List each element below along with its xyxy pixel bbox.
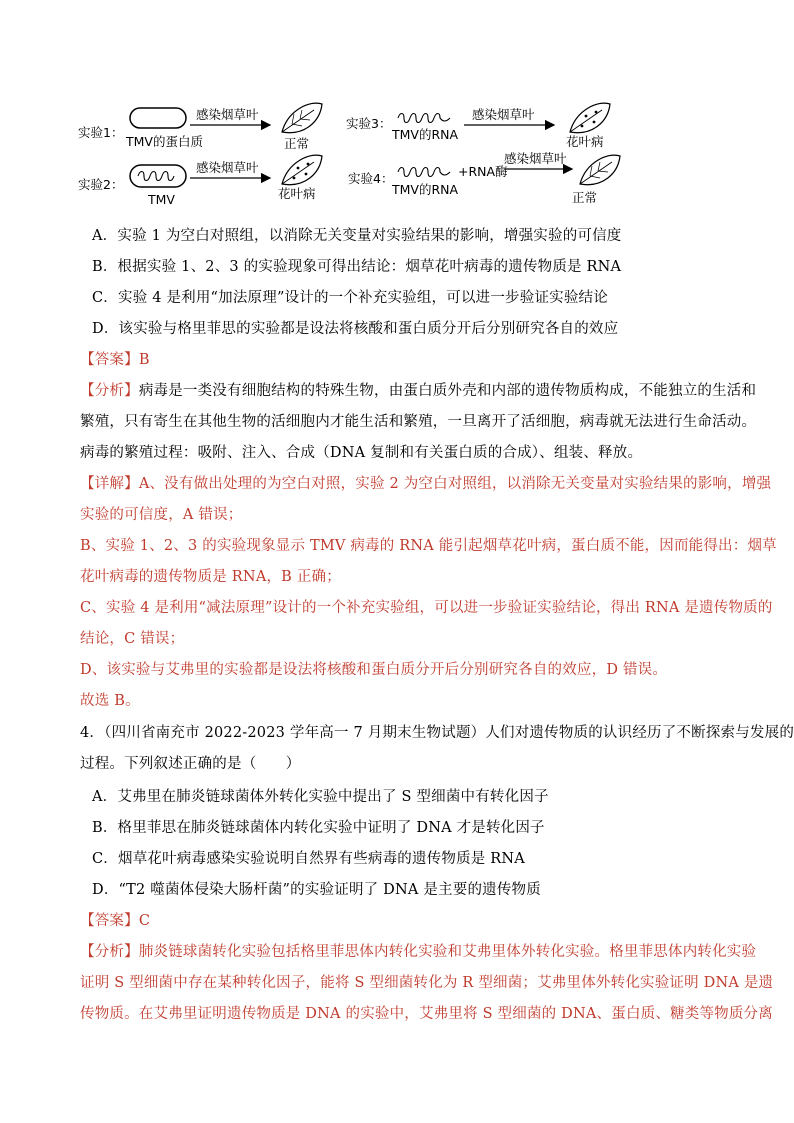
exp2-arrow-label: 感染烟草叶: [196, 160, 259, 175]
exp3-sub: TMV的RNA: [392, 127, 459, 142]
answer-tag: 【答案】: [80, 352, 139, 368]
answer-value: C: [138, 913, 151, 929]
exp4-sub: TMV的RNA: [392, 182, 459, 197]
q3-analysis-line: 病毒的繁殖过程：吸附、注入、合成（DNA 复制和有关蛋白质的合成）、组装、释放。: [80, 445, 643, 461]
detail-text: A、没有做出处理的为空白对照，实验 2 为空白对照组，以消除无关变量对实验结果的影响，增强: [138, 476, 772, 492]
q3-detail-line: 实验的可信度，A 错误；: [80, 507, 243, 523]
tmv-rna-coil-icon: [138, 172, 174, 181]
analysis-text: 病毒是一类没有细胞结构的特殊生物，由蛋白质外壳和内部的遗传物质构成，不能独立的生活和: [138, 383, 757, 399]
exp4-arrow-label: 感染烟草叶: [504, 151, 567, 166]
diseased-leaf-icon: [570, 103, 610, 133]
q4-answer: [80, 911, 150, 931]
exp3-arrow-label: 感染烟草叶: [472, 107, 535, 122]
q4-option-a: A．艾弗里在肺炎链球菌体外转化实验中提出了 S 型细菌中有转化因子: [92, 789, 549, 805]
exp1-arrow-label: 感染烟草叶: [196, 107, 259, 122]
analysis-tag: 【分析】: [80, 944, 139, 960]
experiment-figure: [78, 98, 638, 208]
analysis-tag: 【分析】: [80, 383, 139, 399]
exp2-sub: TMV: [148, 192, 175, 207]
q3-option-d: D．该实验与格里菲思的实验都是设法将核酸和蛋白质分开后分别研究各自的效应: [92, 321, 619, 337]
exp3-label: 实验3：: [346, 116, 392, 131]
tmv-rna-icon: [398, 168, 450, 177]
q3-option-b: B．根据实验 1、2、3 的实验现象可得出结论：烟草花叶病毒的遗传物质是 RNA: [92, 259, 622, 275]
healthy-leaf-icon: [282, 103, 322, 133]
q4-analysis-line: [80, 942, 756, 962]
exp4-result: 正常: [572, 190, 598, 205]
exp1-result: 正常: [284, 136, 310, 151]
q4-option-c: C．烟草花叶病毒感染实验说明自然界有些病毒的遗传物质是 RNA: [92, 851, 525, 867]
q3-answer: [80, 350, 150, 370]
q3-detail-line: [80, 474, 771, 494]
q3-option-c: C．实验 4 是利用“加法原理”设计的一个补充实验组，可以进一步验证实验结论: [92, 290, 608, 306]
q4-stem: 过程。下列叙述正确的是（ ）: [80, 756, 301, 772]
q4-option-b: B．格里菲思在肺炎链球菌体内转化实验中证明了 DNA 才是转化因子: [92, 820, 545, 836]
q3-detail-line: 结论，C 错误；: [80, 631, 185, 647]
exp1-sub: TMV的蛋白质: [126, 134, 203, 149]
healthy-leaf-icon: [580, 155, 620, 185]
detail-tag: 【详解】: [80, 476, 139, 492]
q3-detail-line: C、实验 4 是利用“减法原理”设计的一个补充实验组，可以进一步验证实验结论，得出 RNA 是遗传物质的: [80, 600, 773, 616]
q3-detail-line: D、该实验与艾弗里的实验都是设法将核酸和蛋白质分开后分别研究各自的效应，D 错误。: [80, 662, 668, 678]
tmv-protein-shell-icon: [130, 108, 186, 128]
q3-analysis-line: [80, 381, 756, 401]
q4-analysis-line: 传物质。在艾弗里证明遗传物质是 DNA 的实验中，艾弗里将 S 型细菌的 DNA、蛋白质、糖类等物质分离: [80, 1006, 773, 1022]
tmv-rna-icon: [398, 114, 450, 123]
exp4-label: 实验4：: [348, 171, 394, 186]
q3-analysis-line: 繁殖，只有寄生在其他生物的活细胞内才能生活和繁殖，一旦离开了活细胞，病毒就无法进行生命活动。: [80, 414, 757, 430]
analysis-text: 肺炎链球菌转化实验包括格里菲思体内转化实验和艾弗里体外转化实验。格里菲思体内转化实验: [138, 944, 757, 960]
exp2-result: 花叶病: [278, 186, 316, 201]
exp4-extra: +RNA酶: [458, 164, 508, 179]
exp3-result: 花叶病: [566, 134, 604, 149]
answer-tag: 【答案】: [80, 913, 139, 929]
q4-analysis-line: 证明 S 型细菌中存在某种转化因子，能将 S 型细菌转化为 R 型细菌；艾弗里体外转化实验证明 DNA 是遗: [80, 975, 774, 991]
exp2-label: 实验2：: [78, 177, 124, 192]
answer-value: B: [138, 352, 150, 368]
q3-detail-line: B、实验 1、2、3 的实验现象显示 TMV 病毒的 RNA 能引起烟草花叶病，蛋白质不能，因而能得出：烟草: [80, 538, 777, 554]
q3-conclusion: 故选 B。: [80, 693, 140, 709]
q3-option-a: A．实验 1 为空白对照组，以消除无关变量对实验结果的影响，增强实验的可信度: [92, 228, 622, 244]
exp1-label: 实验1：: [78, 125, 124, 140]
q4-option-d: D．“T2 噬菌体侵染大肠杆菌”的实验证明了 DNA 是主要的遗传物质: [92, 882, 541, 898]
q3-detail-line: 花叶病毒的遗传物质是 RNA，B 正确；: [80, 569, 341, 585]
q4-stem: 4．（四川省南充市 2022-2023 学年高一 7 月期末生物试题）人们对遗传物质的认识经历了不断探索与发展的: [80, 725, 794, 741]
diseased-leaf-icon: [282, 155, 322, 185]
